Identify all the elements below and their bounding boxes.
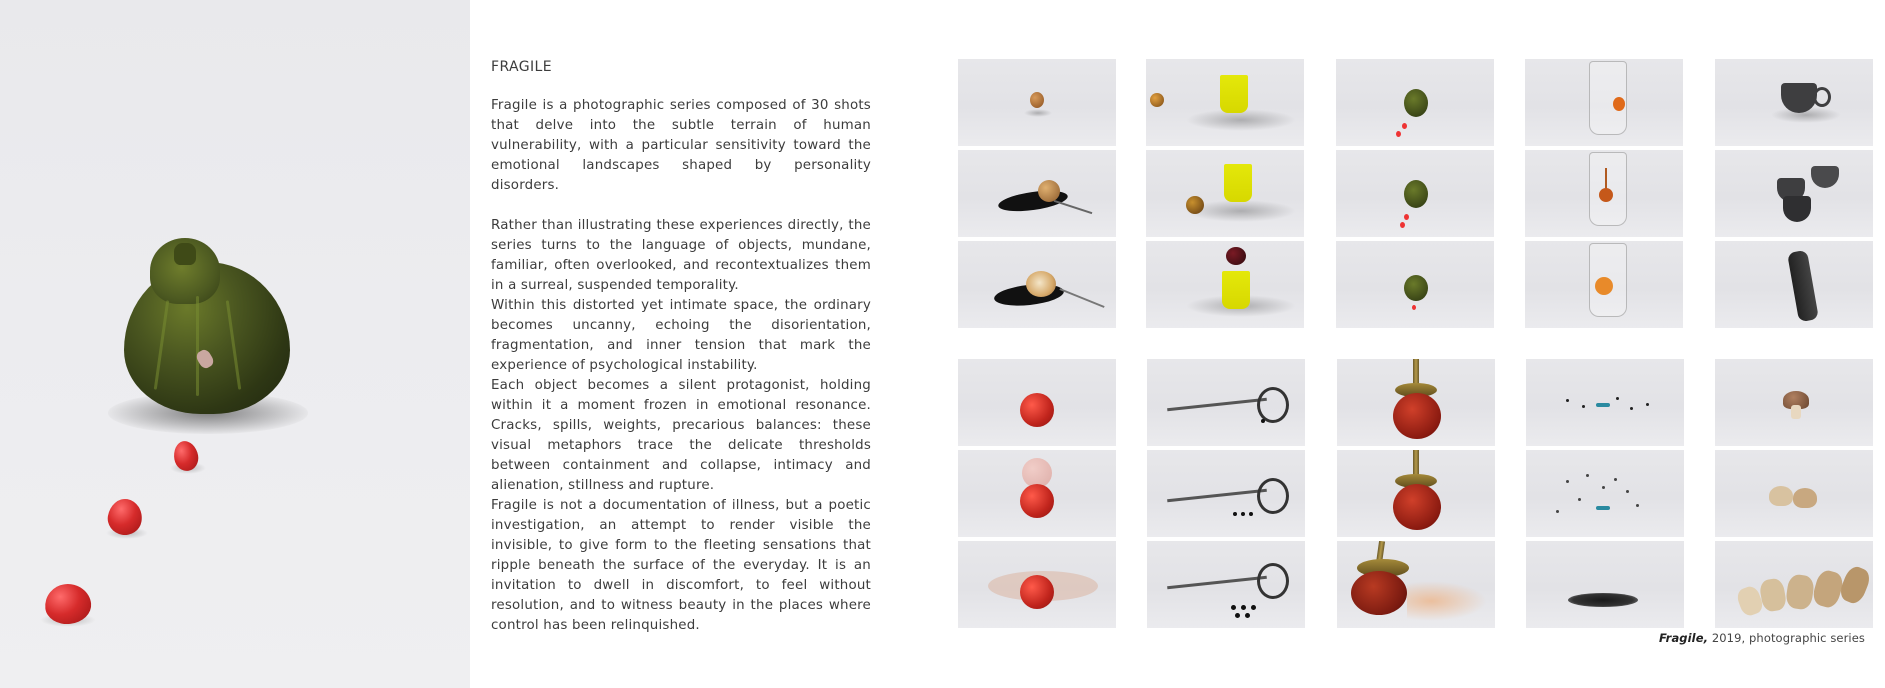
photo-apple-1[interactable] — [958, 359, 1116, 446]
photo-scattered-beads-2[interactable] — [1526, 450, 1684, 537]
photo-yellow-glass-3[interactable] — [1146, 241, 1304, 328]
description-paragraph: Each object becomes a silent protagonist, holding within it a moment frozen in emotional resonance. Cracks, spills, weights, precarious balances: these visual metaphors trace the delicate thresholds between containment and collapse, intimacy and alienation, stillness and rupture. — [491, 378, 871, 493]
photo-spinning-top-3[interactable] — [1337, 541, 1495, 628]
photo-espresso-cup-2[interactable] — [1715, 150, 1873, 237]
photo-spinning-top-2[interactable] — [1337, 450, 1495, 537]
fig-stem — [174, 243, 196, 265]
description-column — [491, 57, 871, 636]
description-paragraph: Within this distorted yet intimate space, the ordinary becomes uncanny, echoing the disorientation, fragmentation, and inner tension that mark the experience of psychological instability. — [491, 298, 871, 373]
hero-photo — [0, 0, 470, 688]
photo-fig-1[interactable] — [1336, 59, 1494, 146]
photo-apple-2[interactable] — [958, 450, 1116, 537]
photo-espresso-cup-3[interactable] — [1715, 241, 1873, 328]
photo-sunglasses-1[interactable] — [1147, 359, 1305, 446]
photo-mushroom-1[interactable] — [1715, 359, 1873, 446]
photo-espresso-cup-1[interactable] — [1715, 59, 1873, 146]
photo-egg-2[interactable] — [958, 150, 1116, 237]
description-paragraph: Fragile is not a documentation of illness, but a poetic investigation, an attempt to render visible the invisible, to give form to the fleeting sensations that ripple beneath the surface of the everyday. It is an invitation to dwell in discomfort, to feel without resolution, and to witness beauty in the places where control has been relinquished. — [491, 498, 871, 633]
photo-yellow-glass-1[interactable] — [1146, 59, 1304, 146]
photo-fig-3[interactable] — [1336, 241, 1494, 328]
photo-grid — [958, 0, 1876, 688]
caption-details: 2019, photographic series — [1708, 631, 1865, 645]
photo-water-glass-2[interactable] — [1525, 150, 1683, 237]
photo-scattered-beads-1[interactable] — [1526, 359, 1684, 446]
photo-yellow-glass-2[interactable] — [1146, 150, 1304, 237]
photo-apple-3[interactable] — [958, 541, 1116, 628]
photo-water-glass-3[interactable] — [1525, 241, 1683, 328]
project-title: FRAGILE — [491, 59, 552, 75]
photo-egg-1[interactable] — [958, 59, 1116, 146]
photo-spinning-top-1[interactable] — [1337, 359, 1495, 446]
caption-title: Fragile, — [1658, 631, 1709, 645]
photo-water-glass-1[interactable] — [1525, 59, 1683, 146]
photo-egg-3[interactable] — [958, 241, 1116, 328]
photo-fig-2[interactable] — [1336, 150, 1494, 237]
photo-mushroom-2[interactable] — [1715, 450, 1873, 537]
description-paragraph: Fragile is a photographic series composed of 30 shots that delve into the subtle terrain of human vulnerability, with a particular sensitivity toward the emotional landscapes shaped by personality disorders. — [491, 98, 871, 193]
photo-scattered-beads-3[interactable] — [1526, 541, 1684, 628]
photo-mushroom-3[interactable] — [1715, 541, 1873, 628]
artwork-caption — [1659, 631, 1865, 645]
photo-sunglasses-2[interactable] — [1147, 450, 1305, 537]
description-paragraph: Rather than illustrating these experiences directly, the series turns to the language of objects, mundane, familiar, often overlooked, and recontextualizes them in a surreal, suspended temporality. — [491, 218, 871, 293]
fig-stripe — [196, 296, 199, 396]
photo-sunglasses-3[interactable] — [1147, 541, 1305, 628]
